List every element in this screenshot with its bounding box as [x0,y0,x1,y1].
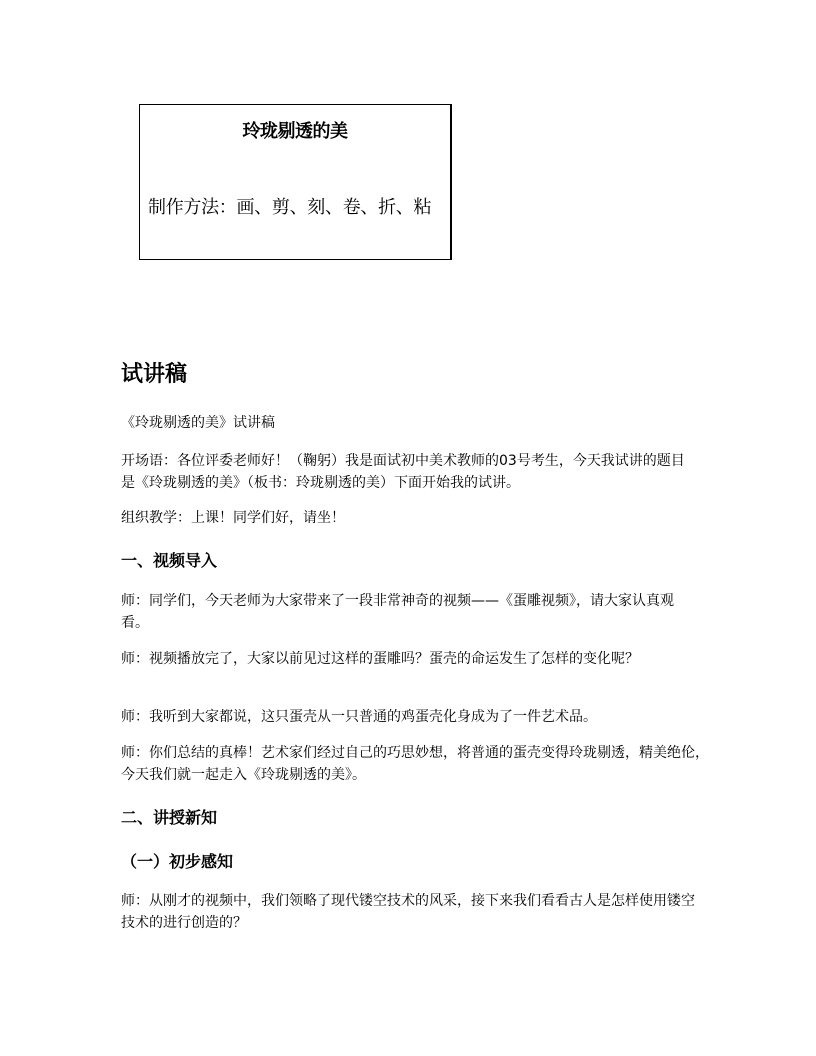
board-title: 玲珑剔透的美 [242,121,348,142]
section-heading-new-knowledge: 二、讲授新知 [121,808,218,827]
paragraph-video-intro: 师：同学们，今天老师为大家带来了一段非常神奇的视频——《蛋雕视频》，请大家认真观看。 [121,593,674,631]
opening-paragraph: 开场语：各位评委老师好！（鞠躬）我是面试初中美术教师的03号考生，今天我试讲的题目是《玲珑剔透的美》（板书：玲珑剔透的美）下面开始我的试讲。 [121,453,685,491]
document-subtitle: 《玲珑剔透的美》试讲稿 [121,415,275,431]
board-method: 制作方法：画、剪、刻、卷、折、粘 [148,197,432,218]
paragraph-students-answer: 师：我听到大家都说，这只蛋壳从一只普通的鸡蛋壳化身成为了一件艺术品。 [121,709,597,725]
blackboard-box [139,104,452,260]
subsection-heading-initial-perception: （一）初步感知 [121,852,234,871]
document-title: 试讲稿 [121,362,188,387]
organize-paragraph: 组织教学：上课！同学们好，请坐！ [121,510,345,526]
paragraph-video-question: 师：视频播放完了，大家以前见过这样的蛋雕吗？蛋壳的命运发生了怎样的变化呢？ [121,651,639,667]
paragraph-ancient-hollowing: 师：从刚才的视频中，我们领略了现代镂空技术的风采，接下来我们看看古人是怎样使用镂空技术的进行创造的？ [121,893,695,931]
paragraph-summary: 师：你们总结的真棒！艺术家们经过自己的巧思妙想，将普通的蛋壳变得玲珑剔透，精美绝伦，今天我们就一起走入《玲珑剔透的美》。 [121,745,709,783]
section-heading-video-intro: 一、视频导入 [121,551,218,570]
